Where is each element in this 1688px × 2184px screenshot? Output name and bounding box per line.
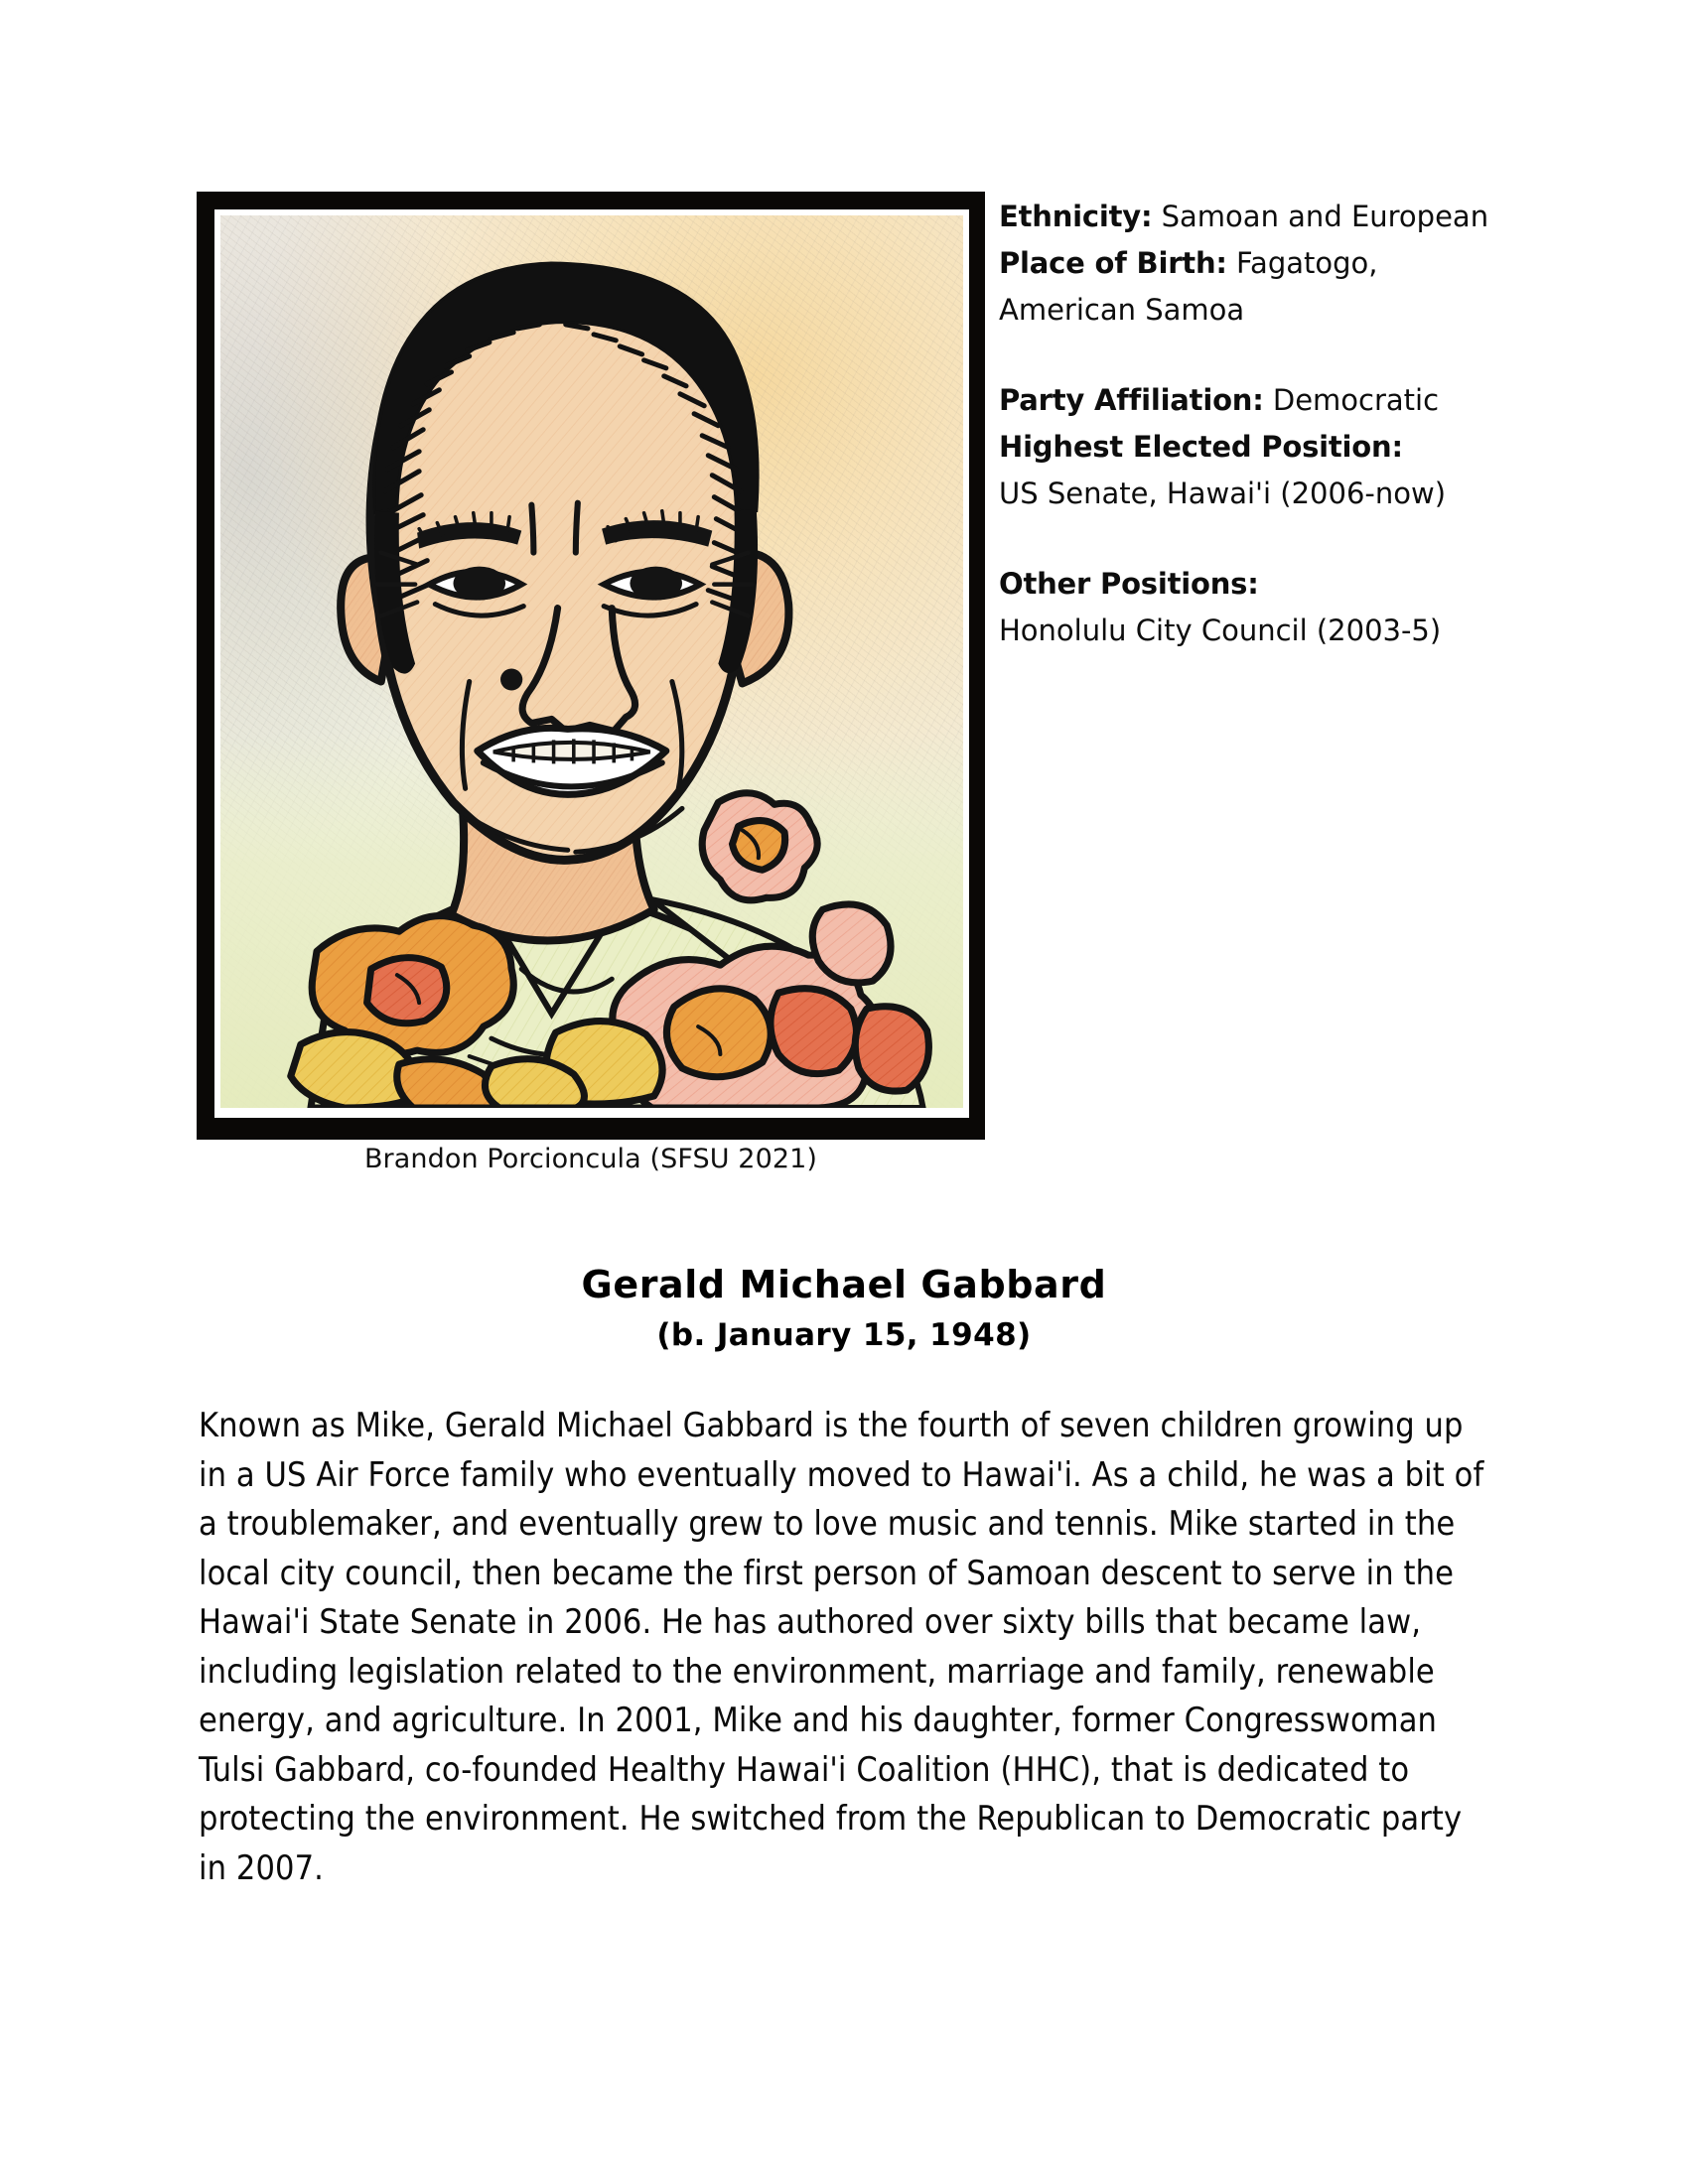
biographical-info-panel [999,194,1615,654]
portrait-block [197,192,985,1140]
portrait-frame [197,192,985,1140]
portrait-artwork [220,215,963,1108]
portrait-caption: Brandon Porcioncula (SFSU 2021) [363,1144,818,1174]
portrait-mat [214,209,969,1118]
info-line-ethnicity [999,194,1615,240]
page-title: Gerald Michael Gabbard [581,1263,1107,1306]
info-line-highest-elected-position [999,424,1615,471]
info-value-other-positions: Honolulu City Council (2003-5) [999,614,1442,647]
info-label-party-affiliation: Party Affiliation: [999,383,1264,417]
info-value-party-affiliation: Democratic [1272,383,1440,417]
info-group-origin [999,194,1615,334]
info-label-ethnicity: Ethnicity: [999,200,1153,233]
biography-text [199,1402,1489,1893]
info-value-place-of-birth-cont: American Samoa [999,293,1245,327]
info-line-place-of-birth [999,240,1615,287]
info-group-other-positions [999,561,1615,654]
info-label-place-of-birth: Place of Birth: [999,246,1227,280]
info-line-party-affiliation [999,377,1615,424]
biography-paragraph: Known as Mike, Gerald Michael Gabbard is the fourth of seven children growing up in a US Air Force family who eventually moved to Hawai'i. As a child, he was a bit of a troublemaker, and eventually grew to love music and tennis. Mike started in the local city council, then became the first person of Samoan descent to serve in the Hawai'i State Senate in 2006. He has authored over sixty bills that became law, including legislation related to the environment, marriage and family, renewable energy, and agriculture. In 2001, Mike and his daughter, former Congresswoman Tulsi Gabbard, co-founded Healthy Hawai'i Coalition (HHC), that is dedicated to protecting the environment. He switched from the Republican to Democratic party in 2007. [199,1406,1484,1888]
info-value-ethnicity: Samoan and European [1161,200,1489,233]
info-group-political [999,377,1615,517]
info-value-place-of-birth: Fagatogo, [1236,246,1378,280]
portrait-line-drawing [220,215,963,1108]
info-label-other-positions: Other Positions: [999,567,1259,601]
birth-date: (b. January 15, 1948) [656,1317,1032,1353]
info-value-highest-elected-position: US Senate, Hawai'i (2006-now) [999,477,1447,510]
title-block [0,1259,1688,1360]
info-label-highest-elected-position: Highest Elected Position: [999,430,1403,464]
info-line-other-positions [999,561,1615,608]
